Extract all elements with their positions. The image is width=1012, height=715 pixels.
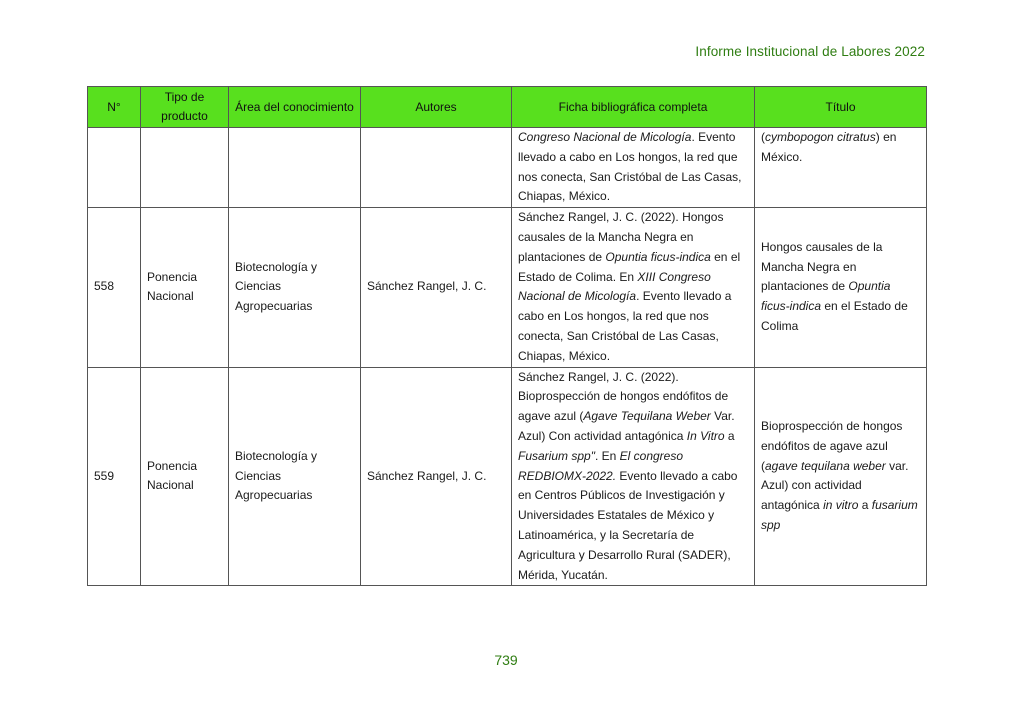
cell-citation: Sánchez Rangel, J. C. (2022). Bioprospección de hongos endófitos de agave azul (Agave Tequilana Weber Var. Azul) Con actividad antagónica In Vitro a Fusarium spp". En El congreso REDBIOMX-2022. Evento llevado a cabo en Centros Públicos de Investigación y Universidades Estatales de México y Latinoamérica, y la Secretaría de Agricultura y Desarrollo Rural (SADER), Mérida, Yucatán. (512, 367, 755, 586)
page-number: 739 (494, 652, 518, 668)
table-row (88, 208, 927, 367)
cell-num (88, 128, 141, 208)
cell-title: Hongos causales de la Mancha Negra en plantaciones de Opuntia ficus-indica en el Estado de Colima (755, 208, 927, 367)
column-header-citation: Ficha bibliográfica completa (512, 87, 755, 128)
column-header-num: N° (88, 87, 141, 128)
report-header-title: Informe Institucional de Labores 2022 (695, 44, 925, 59)
products-table (87, 86, 927, 586)
column-header-area: Área del conocimiento (229, 87, 361, 128)
cell-title: Bioprospección de hongos endófitos de agave azul (agave tequilana weber var. Azul) con actividad antagónica in vitro a fusarium spp (755, 367, 927, 586)
cell-area: Biotecnología y Ciencias Agropecuarias (229, 208, 361, 367)
table-row (88, 367, 927, 586)
cell-authors (361, 128, 512, 208)
column-header-title: Título (755, 87, 927, 128)
table-row (88, 128, 927, 208)
cell-product-type: Ponencia Nacional (141, 367, 229, 586)
table-header-row (88, 87, 927, 128)
cell-num: 558 (88, 208, 141, 367)
column-header-product-type: Tipo de producto (141, 87, 229, 128)
cell-authors: Sánchez Rangel, J. C. (361, 367, 512, 586)
cell-citation: Sánchez Rangel, J. C. (2022). Hongos causales de la Mancha Negra en plantaciones de Opuntia ficus-indica en el Estado de Colima. En XIII Congreso Nacional de Micología. Evento llevado a cabo en Los hongos, la red que nos conecta, San Cristóbal de Las Casas, Chiapas, México. (512, 208, 755, 367)
cell-authors: Sánchez Rangel, J. C. (361, 208, 512, 367)
cell-title: (cymbopogon citratus) en México. (755, 128, 927, 208)
cell-citation: Congreso Nacional de Micología. Evento llevado a cabo en Los hongos, la red que nos conecta, San Cristóbal de Las Casas, Chiapas, México. (512, 128, 755, 208)
column-header-authors: Autores (361, 87, 512, 128)
cell-area: Biotecnología y Ciencias Agropecuarias (229, 367, 361, 586)
cell-num: 559 (88, 367, 141, 586)
cell-product-type: Ponencia Nacional (141, 208, 229, 367)
cell-product-type (141, 128, 229, 208)
cell-area (229, 128, 361, 208)
